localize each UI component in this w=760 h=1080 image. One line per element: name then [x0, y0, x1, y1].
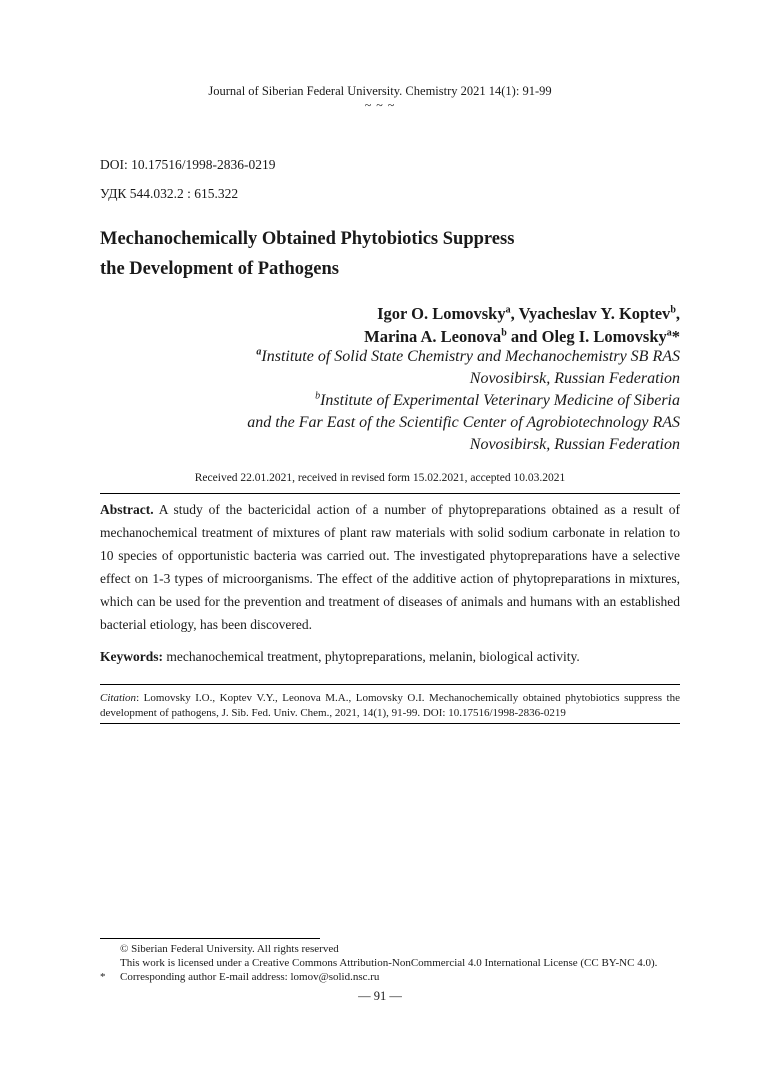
affil-mark: a — [505, 304, 511, 316]
footnote-rule — [100, 938, 320, 939]
doi-line[interactable]: DOI: 10.17516/1998-2836-0219 — [100, 157, 276, 172]
affiliation-b-line2: and the Far East of the Scientific Center of Agrobiotechnology RAS — [247, 414, 680, 431]
corresponding-mark: * — [671, 327, 680, 346]
received-dates: Received 22.01.2021, received in revised form 15.02.2021, accepted 10.03.2021 — [194, 472, 566, 484]
journal-header: Journal of Siberian Federal University. Chemistry 2021 14(1): 91-99 — [208, 84, 552, 98]
separator: and — [506, 327, 542, 346]
title-line-1: Mechanochemically Obtained Phytobiotics Suppress — [100, 229, 515, 249]
author-name: Oleg I. Lomovsky — [541, 327, 667, 346]
copyright-note: © Siberian Federal University. All rights reserved — [120, 943, 339, 955]
affil-mark: b — [670, 304, 676, 316]
footnotes — [100, 942, 690, 985]
author-line-1 — [364, 302, 680, 325]
header-divider: ~ ~ ~ — [364, 98, 396, 112]
separator: , — [675, 304, 680, 323]
rule-top — [100, 493, 680, 494]
separator: , — [510, 304, 519, 323]
affiliation-name: Institute of Experimental Veterinary Medicine of Siberia — [320, 392, 680, 409]
keywords-text: mechanochemical treatment, phytopreparations, melanin, biological activity. — [163, 649, 580, 664]
affil-mark: a — [256, 346, 262, 358]
affil-mark: b — [501, 327, 507, 339]
author-line-2 — [364, 325, 680, 348]
abstract-label: Abstract. — [100, 502, 154, 517]
udk-line: УДК 544.032.2 : 615.322 — [100, 186, 239, 201]
affiliation-name: Institute of Solid State Chemistry and Mechanochemistry SB RAS — [261, 348, 680, 365]
license-note[interactable]: This work is licensed under a Creative Commons Attribution-NonCommercial 4.0 International License (CC BY-NC 4.0). — [120, 957, 658, 970]
rule-citation-top — [100, 684, 680, 685]
keywords — [100, 647, 680, 667]
citation-text: : Lomovsky I.O., Koptev V.Y., Leonova M.A., Lomovsky O.I. Mechanochemically obtained phytobiotics suppress the development of pathogens, J. Sib. Fed. Univ. Chem., 2021, 14(1), 91-99. DOI: 10.17516/1998-2836-0219 — [100, 692, 680, 719]
affiliation-b — [247, 390, 680, 412]
affil-mark: a — [666, 327, 672, 339]
affil-mark: b — [315, 390, 321, 402]
rule-citation-bottom — [100, 723, 680, 724]
author-list — [364, 302, 680, 348]
citation-label: Citation — [100, 692, 137, 704]
citation — [100, 691, 680, 720]
article-title — [100, 224, 660, 284]
page-number: — 91 — — [358, 989, 402, 1003]
author-name: Igor O. Lomovsky — [377, 304, 506, 323]
affiliation-b-city: Novosibirsk, Russian Federation — [469, 436, 680, 453]
title-line-2: the Development of Pathogens — [100, 259, 339, 279]
keywords-label: Keywords: — [100, 649, 163, 664]
affiliations — [247, 346, 680, 456]
abstract-text: A study of the bactericidal action of a number of phytopreparations obtained as a result of mechanochemical treatment of mixtures of plant raw materials with solid sodium carbonate in relation to 10 species of opportunistic bacteria was carried out. The investigated phytopreparations have a selective effect on 1-3 types of microorganisms. The effect of the additive action of phytopreparations in mixtures, which can be used for the prevention and treatment of diseases of animals and humans with an established bacterial etiology, has been discovered. — [100, 502, 680, 632]
corresponding-note — [100, 970, 690, 984]
affiliation-a-city: Novosibirsk, Russian Federation — [469, 370, 680, 387]
author-name: Vyacheslav Y. Koptev — [518, 304, 671, 323]
abstract — [100, 498, 680, 636]
corresponding-email[interactable]: Corresponding author E-mail address: lomov@solid.nsc.ru — [120, 971, 380, 984]
footnote-mark: * — [100, 971, 106, 984]
author-name: Marina A. Leonova — [364, 327, 502, 346]
affiliation-a — [247, 346, 680, 368]
